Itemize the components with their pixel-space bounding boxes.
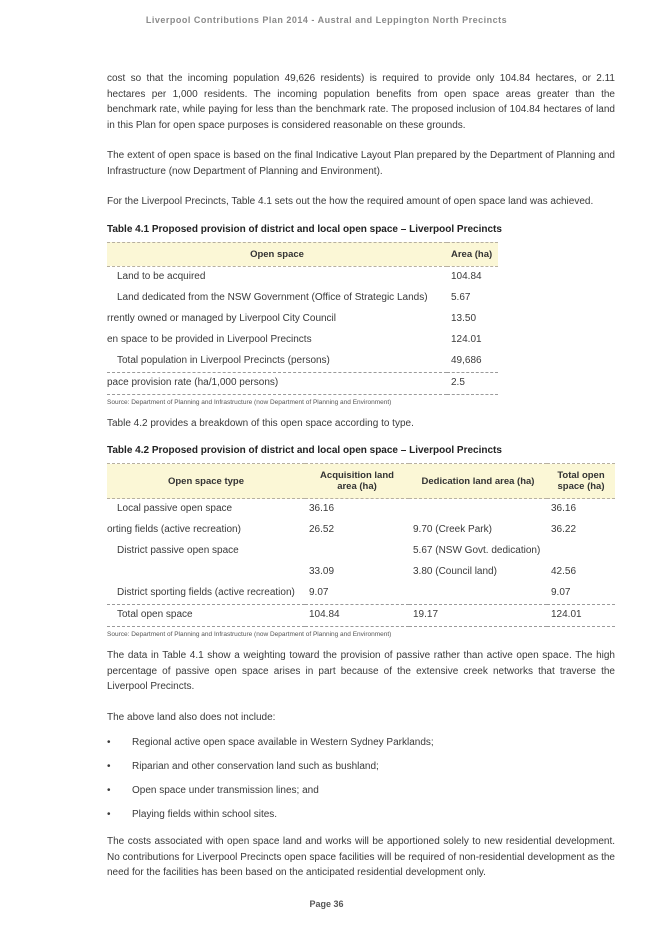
- list-item-text: Riparian and other conservation land such as bushland;: [132, 761, 379, 772]
- bullet-icon: •: [107, 785, 111, 796]
- table1-cell-label: Total population in Liverpool Precincts (persons): [117, 354, 330, 366]
- table-row: [107, 330, 498, 351]
- page-number: Page 36: [309, 899, 344, 909]
- list-item: [107, 807, 615, 822]
- exclusions-list: [107, 735, 615, 822]
- table2-cell-total: 42.56: [551, 566, 577, 577]
- table-row: [107, 583, 615, 605]
- list-item-text: Open space under transmission lines; and: [132, 785, 319, 796]
- table2-cell-dedication: [409, 499, 547, 521]
- table1-cell-value: 13.50: [451, 312, 477, 324]
- table2-header-total: Total open space (ha): [547, 464, 615, 499]
- table-row: [107, 351, 498, 373]
- paragraph-exclusions: The above land also does not include:: [107, 711, 276, 723]
- table2-cell-type: Total open space: [107, 605, 305, 627]
- list-item: [107, 735, 615, 750]
- table1-cell-label: Land dedicated from the NSW Government (Office of Strategic Lands): [117, 291, 428, 303]
- table2-cell-type: orting fields (active recreation): [107, 524, 241, 535]
- table-row: [107, 266, 498, 288]
- table1-cell-label: en space to be provided in Liverpool Precincts: [107, 333, 312, 345]
- table1-cell-value: 124.01: [451, 333, 482, 345]
- table2: [107, 463, 615, 627]
- table-row: [107, 562, 615, 583]
- paragraph-costs: The costs associated with open space land and works will be apportioned solely to new residential development. No contributions for Liverpool Precincts open space facilities will be required of non-residential development as the need for the facilities has been based on the anticipated residential development only.: [107, 836, 615, 878]
- table1-header-open-space: Open space: [107, 242, 447, 266]
- table1-cell-value: 49,686: [451, 354, 482, 366]
- table2-caption: Table 4.2 Proposed provision of district and local open space – Liverpool Precincts: [107, 445, 502, 456]
- bullet-icon: •: [107, 809, 111, 820]
- table1-cell-value: 5.67: [451, 291, 471, 303]
- table1-source: Source: Department of Planning and Infrastructure (now Department of Planning and Environment): [107, 398, 392, 406]
- paragraph-table-intro: For the Liverpool Precincts, Table 4.1 sets out the how the required amount of open space land was achieved.: [107, 196, 594, 207]
- table2-cell-acquisition: 33.09: [309, 566, 335, 577]
- paragraph-extent: The extent of open space is based on the final Indicative Layout Plan prepared by the Department of Planning and Infrastructure (now Department of Planning and Environment).: [107, 150, 615, 177]
- table1-cell-label: pace provision rate (ha/1,000 persons): [107, 372, 447, 394]
- table1-header-area: Area (ha): [447, 242, 498, 266]
- table1-cell-value: 2.5: [447, 372, 498, 394]
- table2-cell-acquisition: 9.07: [309, 587, 329, 598]
- table2-cell-total: 36.16: [551, 503, 577, 514]
- table2-header-type: Open space type: [107, 464, 305, 499]
- table2-cell-dedication: 3.80 (Council land): [413, 566, 497, 577]
- list-item-text: Playing fields within school sites.: [132, 809, 278, 820]
- table1-cell-label: rrently owned or managed by Liverpool City Council: [107, 312, 337, 324]
- paragraph-weighting: The data in Table 4.1 show a weighting toward the provision of passive rather than active open space. The high percentage of passive open space arises in part because of the extensive creek networks that traverse the Liverpool Precincts.: [107, 650, 615, 692]
- table2-header-acquisition: Acquisition land area (ha): [305, 464, 409, 499]
- table2-cell-dedication: 5.67 (NSW Govt. dedication): [413, 545, 541, 556]
- table-row: [107, 309, 498, 330]
- table2-cell-acquisition: [305, 541, 409, 562]
- table2-header-dedication: Dedication land area (ha): [409, 464, 547, 499]
- bullet-icon: •: [107, 737, 111, 748]
- page-header: Liverpool Contributions Plan 2014 - Austral and Leppington North Precincts: [145, 15, 508, 25]
- table2-source: Source: Department of Planning and Infrastructure (now Department of Planning and Environment): [107, 631, 392, 638]
- table2-cell-type: District sporting fields (active recreation): [117, 587, 295, 598]
- table-row: [107, 541, 615, 562]
- table-row: [107, 288, 498, 309]
- table2-cell-dedication: 19.17: [409, 605, 547, 627]
- table2-cell-total: 9.07: [551, 587, 571, 598]
- list-item: [107, 783, 615, 798]
- table1-cell-label: Land to be acquired: [117, 270, 206, 282]
- list-item: [107, 759, 615, 774]
- table2-cell-acquisition: 26.52: [309, 524, 335, 535]
- table2-cell-dedication: 9.70 (Creek Park): [413, 524, 492, 535]
- list-item-text: Regional active open space available in Western Sydney Parklands;: [132, 737, 434, 748]
- table-row: [107, 372, 498, 394]
- table2-cell-type: District passive open space: [117, 545, 239, 556]
- table2-cell-type: [107, 562, 305, 583]
- table1-caption: Table 4.1 Proposed provision of district and local open space – Liverpool Precincts: [107, 223, 502, 235]
- table1: [107, 242, 498, 395]
- table2-cell-total: 124.01: [547, 605, 615, 627]
- table2-cell-total: [547, 541, 615, 562]
- table2-cell-acquisition: 104.84: [305, 605, 409, 627]
- table2-cell-dedication: [409, 583, 547, 605]
- table2-cell-total: 36.22: [551, 524, 577, 535]
- table1-cell-value: 104.84: [451, 270, 482, 282]
- table2-cell-acquisition: 36.16: [309, 503, 335, 514]
- paragraph-intro: cost so that the incoming population 49,626 residents) is required to provide only 104.84 hectares, or 2.11 hectares per 1,000 residents. The incoming population benefits from open space areas greater than the benchmark rate, while paying for less than the benchmark rate. The proposed inclusion of 104.84 hectares of land in this Plan for open space purposes is considered reasonable on these grounds.: [107, 73, 615, 131]
- table-row: [107, 520, 615, 541]
- bullet-icon: •: [107, 761, 111, 772]
- page-content: [107, 71, 615, 896]
- table-row: [107, 605, 615, 627]
- table2-cell-type: Local passive open space: [117, 503, 233, 514]
- table-row: [107, 499, 615, 521]
- paragraph-table2-intro: Table 4.2 provides a breakdown of this open space according to type.: [107, 417, 414, 429]
